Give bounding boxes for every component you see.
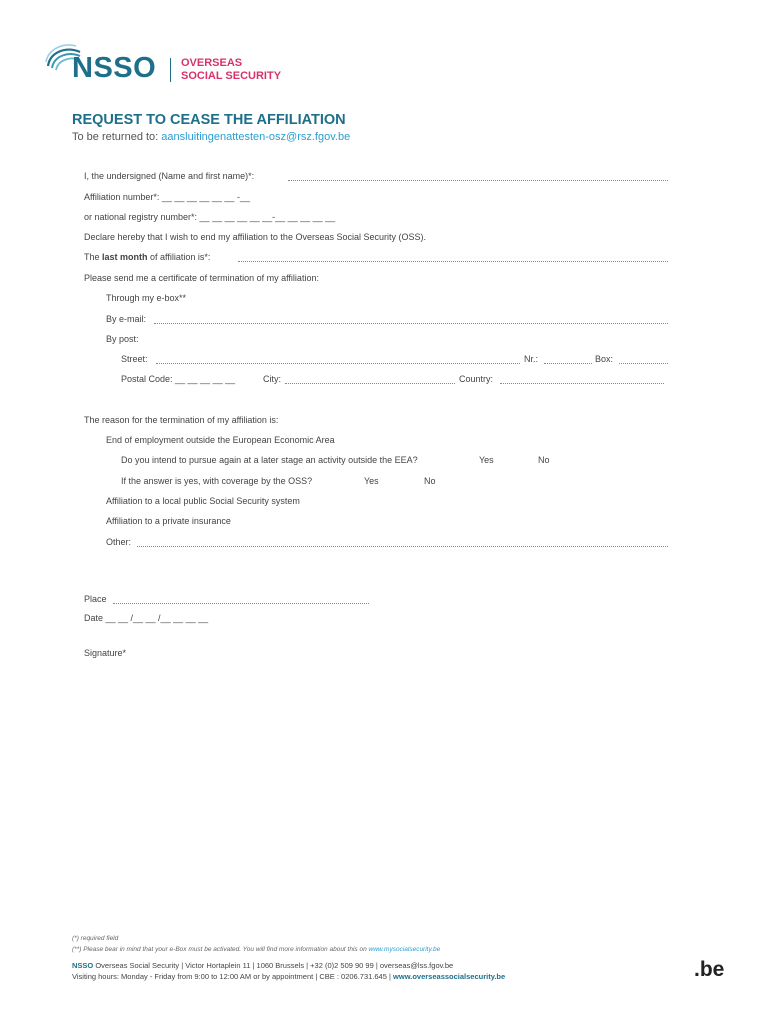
- option-ebox[interactable]: Through my e-box**: [106, 293, 187, 303]
- ebox-note: [72, 946, 440, 953]
- place-label: Place: [84, 594, 107, 604]
- country-label: Country:: [459, 374, 494, 384]
- footer-hours: [72, 972, 505, 981]
- option-post-label[interactable]: By post:: [106, 334, 139, 344]
- undersigned-field[interactable]: [288, 180, 668, 181]
- ebox-note-text: (**) Please bear in mind that your e-Box must be activated. You will find more information about this on: [72, 946, 369, 953]
- intend-yes-option[interactable]: Yes: [479, 455, 494, 465]
- signature-label: Signature*: [84, 648, 127, 658]
- logo-subtitle-line-2: SOCIAL SECURITY: [181, 70, 282, 82]
- postal-code-field[interactable]: Postal Code: __ __ __ __ __: [121, 374, 236, 384]
- coverage-yes-option[interactable]: Yes: [364, 476, 379, 486]
- if-yes-question: If the answer is yes, with coverage by the OSS?: [121, 476, 313, 486]
- return-prefix: To be returned to:: [72, 131, 162, 143]
- last-month-bold: last month: [102, 252, 148, 262]
- reason-label: The reason for the termination of my affiliation is:: [84, 415, 279, 425]
- last-month-field[interactable]: [238, 261, 668, 262]
- be-logo: .be: [694, 958, 725, 981]
- country-field[interactable]: [500, 383, 664, 384]
- nr-label: Nr.:: [524, 354, 539, 364]
- affiliation-number-field[interactable]: Affiliation number*: __ __ __ __ __ __ -__: [84, 192, 250, 202]
- option-local-system[interactable]: Affiliation to a local public Social Security system: [106, 496, 300, 506]
- street-field[interactable]: [156, 363, 520, 364]
- date-field[interactable]: Date __ __ /__ __ /__ __ __ __: [84, 613, 209, 623]
- last-month-post: of affiliation is*:: [147, 252, 211, 262]
- coverage-no-option[interactable]: No: [424, 476, 436, 486]
- footer-brand: NSSO: [72, 961, 94, 970]
- nr-field[interactable]: [544, 363, 592, 364]
- logo-separator: [170, 58, 171, 82]
- option-private-insurance[interactable]: Affiliation to a private insurance: [106, 516, 231, 526]
- intend-no-option[interactable]: No: [538, 455, 550, 465]
- street-label: Street:: [121, 354, 148, 364]
- logo-text: NSSO: [72, 52, 157, 84]
- city-field[interactable]: [285, 383, 455, 384]
- declaration-text: Declare hereby that I wish to end my affiliation to the Overseas Social Security (OSS).: [84, 232, 426, 242]
- mysocialsecurity-link[interactable]: www.mysocialsecurity.be: [368, 946, 441, 953]
- footer-hours-text: Visiting hours: Monday - Friday from 9:00 to 12:00 AM or by appointment | CBE : 0206.731.645 |: [72, 972, 394, 981]
- option-email-label[interactable]: By e-mail:: [106, 314, 147, 324]
- return-address: [72, 131, 350, 143]
- box-label: Box:: [595, 354, 614, 364]
- footer-address: [72, 961, 453, 970]
- logo-subtitle-line-1: OVERSEAS: [181, 57, 243, 69]
- return-email-link[interactable]: aansluitingenattesten-osz@rsz.fgov.be: [161, 131, 351, 143]
- required-field-note: (*) required field: [72, 935, 119, 942]
- website-link[interactable]: www.overseassocialsecurity.be: [393, 972, 506, 981]
- email-field[interactable]: [154, 323, 668, 324]
- option-other-label[interactable]: Other:: [106, 537, 132, 547]
- last-month-pre: The: [84, 252, 103, 262]
- undersigned-label: I, the undersigned (Name and first name)*:: [84, 171, 255, 181]
- intend-question: Do you intend to pursue again at a later stage an activity outside the EEA?: [121, 455, 418, 465]
- other-field[interactable]: [137, 546, 668, 547]
- logo-subtitle: [181, 57, 281, 83]
- certificate-label: Please send me a certificate of termination of my affiliation:: [84, 273, 319, 283]
- last-month-label: [84, 252, 210, 262]
- option-end-employment[interactable]: End of employment outside the European Economic Area: [106, 435, 335, 445]
- footer-address-text: Overseas Social Security | Victor Hortaplein 11 | 1060 Brussels | +32 (0)2 509 90 99 | overseas@lss.fgov.be: [93, 961, 454, 970]
- national-registry-field[interactable]: or national registry number*: __ __ __ __ __ __-__ __ __ __ __: [84, 212, 336, 222]
- place-field[interactable]: [113, 603, 369, 604]
- box-field[interactable]: [619, 363, 668, 364]
- form-title: REQUEST TO CEASE THE AFFILIATION: [72, 112, 346, 128]
- city-label: City:: [263, 374, 281, 384]
